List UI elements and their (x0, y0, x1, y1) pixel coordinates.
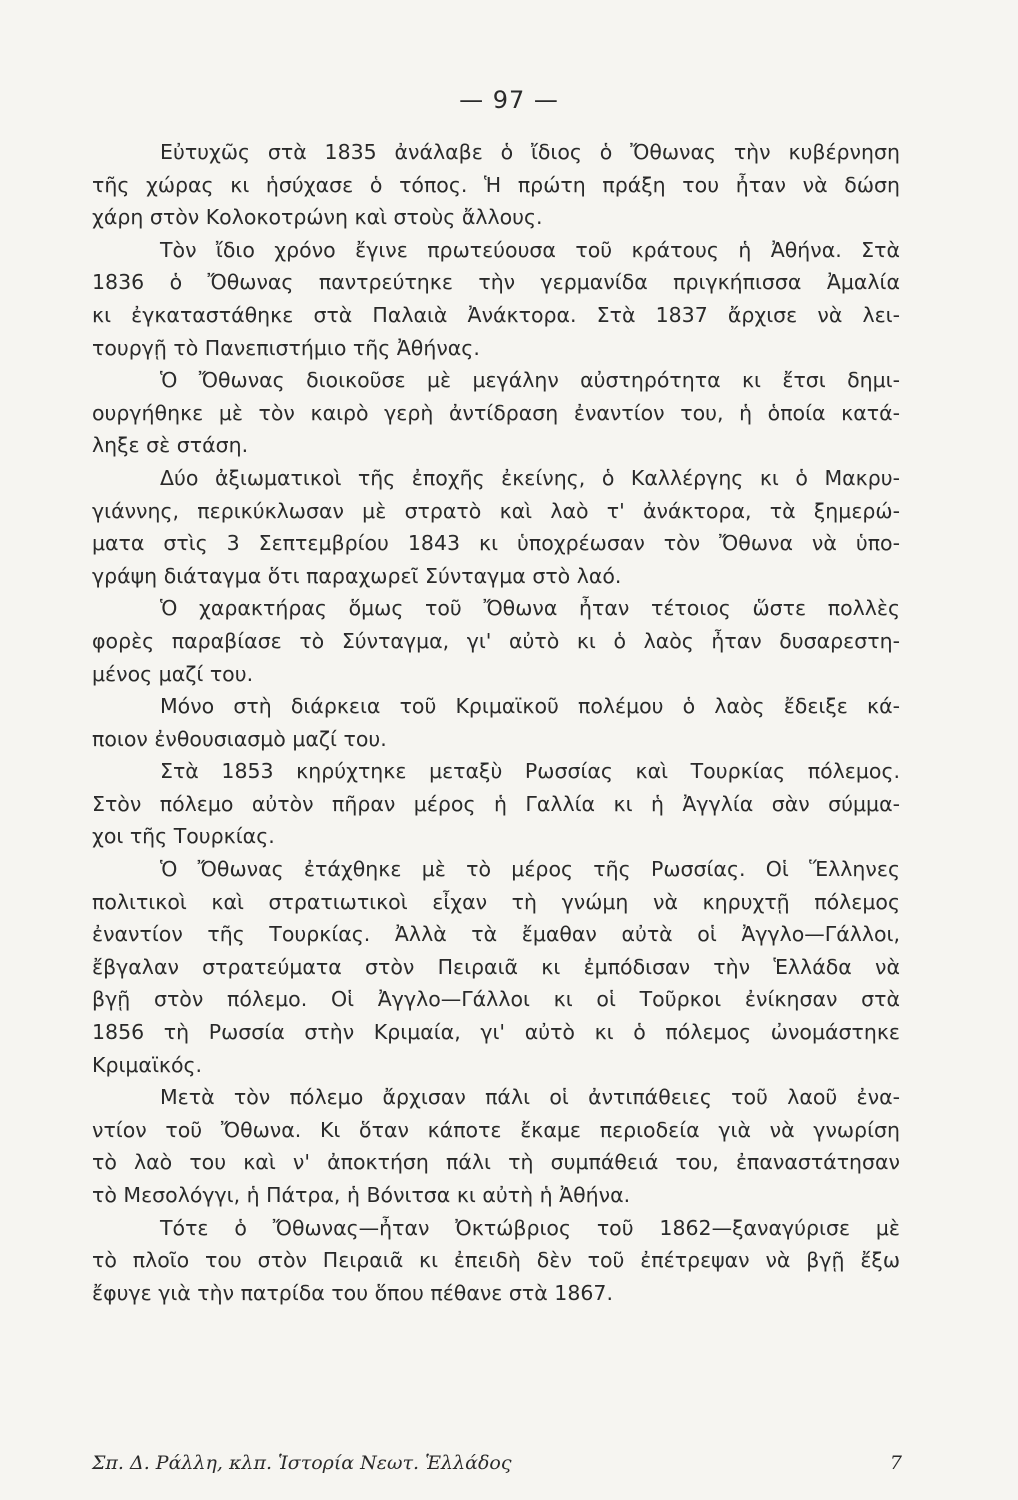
paragraph (92, 1081, 900, 1211)
text-line: τὸ πλοῖο του στὸν Πειραιᾶ κι ἐπειδὴ δὲν τοῦ ἐπέτρεψαν νὰ βγῇ ἔξω (92, 1248, 900, 1273)
text-line: ματα στὶς 3 Σεπτεμβρίου 1843 κι ὑποχρέωσαν τὸν Ὄθωνα νὰ ὑπο- (92, 531, 900, 556)
text-line: ἔβγαλαν στρατεύματα στὸν Πειραιᾶ κι ἐμπόδισαν τὴν Ἑλλάδα νὰ (92, 954, 900, 979)
text-line: Μετὰ τὸν πόλεμο ἄρχισαν πάλι οἱ ἀντιπάθειες τοῦ λαοῦ ἐνα- (160, 1085, 900, 1110)
paragraph (92, 234, 900, 364)
text-line: πολιτικοὶ καὶ στρατιωτικοὶ εἶχαν τὴ γνώμη νὰ κηρυχτῇ πόλεμος (92, 889, 900, 914)
text-line: τὸ λαὸ του καὶ ν' ἀποκτήση πάλι τὴ συμπάθειά του, ἐπαναστάτησαν (92, 1150, 900, 1175)
paragraph (92, 136, 900, 234)
body-text (92, 136, 900, 1309)
paragraph (92, 364, 900, 462)
text-line: ληξε σὲ στάση. (92, 433, 249, 458)
text-line: Ὁ Ὄθωνας διοικοῦσε μὲ μεγάλην αὐστηρότητα κι ἔτσι δημι- (160, 368, 900, 393)
text-line: κι ἐγκαταστάθηκε στὰ Παλαιὰ Ἀνάκτορα. Στὰ 1837 ἄρχισε νὰ λει- (92, 302, 900, 327)
text-line: Στὰ 1853 κηρύχτηκε μεταξὺ Ρωσσίας καὶ Τουρκίας πόλεμος. (160, 759, 900, 784)
text-line: Ὁ Ὄθωνας ἐτάχθηκε μὲ τὸ μέρος τῆς Ρωσσίας. Οἱ Ἕλληνες (160, 857, 900, 882)
text-line: βγῇ στὸν πόλεμο. Οἱ Ἀγγλο—Γάλλοι κι οἱ Τοῦρκοι ἐνίκησαν στὰ (92, 987, 900, 1012)
paragraph (92, 462, 900, 592)
text-line: τὸ Μεσολόγγι, ἡ Πάτρα, ἡ Βόνιτσα κι αὐτὴ ἡ Ἀθήνα. (92, 1183, 631, 1207)
text-line: χοι τῆς Τουρκίας. (92, 824, 275, 849)
text-line: ἔφυγε γιὰ τὴν πατρίδα του ὅπου πέθανε στὰ 1867. (92, 1280, 613, 1305)
text-line: γιάννης, περικύκλωσαν μὲ στρατὸ καὶ λαὸ τ' ἀνάκτορα, τὰ ξημερώ- (92, 498, 900, 523)
paragraph (92, 853, 900, 1081)
paragraph (92, 755, 900, 853)
paragraph (92, 592, 900, 690)
footer (92, 1452, 902, 1474)
text-line: μένος μαζί του. (92, 661, 254, 686)
text-line: τῆς χώρας κι ἡσύχασε ὁ τόπος. Ἡ πρώτη πράξη του ἦταν νὰ δώση (92, 172, 900, 197)
text-line: ποιον ἐνθουσιασμὸ μαζί του. (92, 726, 387, 751)
text-line: ουργήθηκε μὲ τὸν καιρὸ γερὴ ἀντίδραση ἐναντίον του, ἡ ὁποία κατά- (92, 400, 900, 425)
page-number: — 97 — (459, 86, 559, 114)
paragraph (92, 690, 900, 755)
text-line: γράψη διάταγμα ὅτι παραχωρεῖ Σύνταγμα στὸ λαό. (92, 563, 622, 588)
text-line: Στὸν πόλεμο αὐτὸν πῆραν μέρος ἡ Γαλλία κι ἡ Ἀγγλία σὰν σύμμα- (92, 791, 900, 816)
text-line: φορὲς παραβίασε τὸ Σύνταγμα, γι' αὐτὸ κι ὁ λαὸς ἦταν δυσαρεστη- (92, 628, 900, 653)
text-line: ἐναντίον τῆς Τουρκίας. Ἀλλὰ τὰ ἔμαθαν αὐτὰ οἱ Ἀγγλο—Γάλλοι, (92, 922, 900, 947)
text-line: 1836 ὁ Ὄθωνας παντρεύτηκε τὴν γερμανίδα πριγκήπισσα Ἀμαλία (92, 270, 900, 295)
text-line: Εὐτυχῶς στὰ 1835 ἀνάλαβε ὁ ἴδιος ὁ Ὄθωνας τὴν κυβέρνηση (160, 140, 900, 164)
text-line: Μόνο στὴ διάρκεια τοῦ Κριμαϊκοῦ πολέμου ὁ λαὸς ἔδειξε κά- (160, 694, 900, 719)
footer-signature: 7 (889, 1452, 902, 1474)
text-line: ντίον τοῦ Ὄθωνα. Κι ὅταν κάποτε ἔκαμε περιοδεία γιὰ νὰ γνωρίση (92, 1117, 900, 1142)
text-line: τουργῇ τὸ Πανεπιστήμιο τῆς Ἀθήνας. (92, 335, 480, 360)
text-line: Τὸν ἴδιο χρόνο ἔγινε πρωτεύουσα τοῦ κράτους ἡ Ἀθήνα. Στὰ (160, 237, 900, 262)
text-line: Δύο ἀξιωματικοὶ τῆς ἐποχῆς ἐκείνης, ὁ Καλλέργης κι ὁ Μακρυ- (160, 465, 900, 490)
text-line: Τότε ὁ Ὄθωνας—ἦταν Ὀκτώβριος τοῦ 1862—ξαναγύρισε μὲ (160, 1215, 900, 1240)
text-line: Ὁ χαρακτήρας ὅμως τοῦ Ὄθωνα ἦταν τέτοιος ὥστε πολλὲς (160, 596, 900, 621)
text-line: χάρη στὸν Κολοκοτρώνη καὶ στοὺς ἄλλους. (92, 205, 543, 230)
paragraph (92, 1212, 900, 1310)
footer-source: Σπ. Δ. Ράλλη, κλπ. Ἱστορία Νεωτ. Ἑλλάδος (92, 1452, 512, 1474)
text-line: Κριμαϊκός. (92, 1052, 203, 1077)
text-line: 1856 τὴ Ρωσσία στὴν Κριμαία, γι' αὐτὸ κι ὁ πόλεμος ὠνομάστηκε (92, 1020, 900, 1045)
